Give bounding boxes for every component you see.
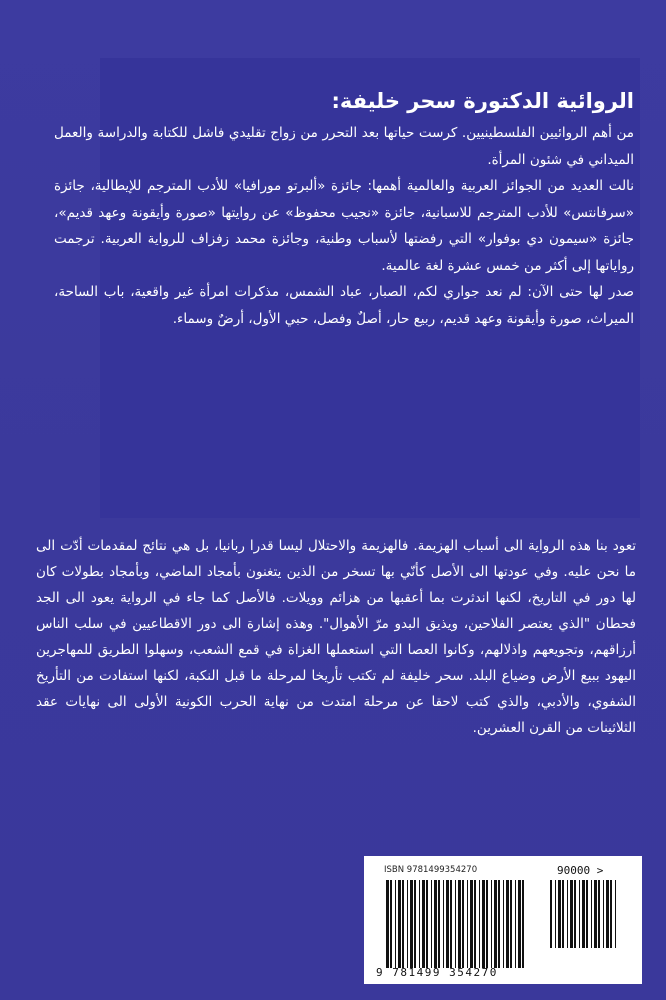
isbn-label: ISBN 9781499354270 xyxy=(384,865,478,875)
price-code: 90000 > xyxy=(557,864,604,877)
isbn-digits: 9 781499 354270 xyxy=(376,966,498,979)
price-barcode-icon xyxy=(550,880,616,948)
author-bio xyxy=(54,120,634,332)
barcode-panel xyxy=(364,856,642,984)
bio-paragraph: من أهم الروائيين الفلسطينيين. كرست حياتها بعد التحرر من زواج تقليدي فاشل للكتابة والدراسة والعمل الميداني في شئون المرأة. xyxy=(54,125,634,168)
bio-paragraph: نالت العديد من الجوائز العربية والعالمية أهمها: جائزة «ألبرتو مورافيا» للأدب المترجم للإيطالية، جائزة «سرفانتس» للأدب المترجم للاسبانية، جائزة «نجيب محفوظ» عن روايتها «صورة وأيقونة وعهد قديم»، جائزة «سيمون دي بوفوار» التي رفضتها لأسباب وطنية، وجائزة محمد زفزاف للرواية العربية. ترجمت رواياتها إلى أكثر من خمس عشرة لغة عالمية. xyxy=(54,178,634,274)
synopsis-paragraph: تعود بنا هذه الرواية الى أسباب الهزيمة. فالهزيمة والاحتلال ليسا قدرا ربانيا، بل هي نتائج لمقدمات أدّت الى ما نحن عليه. وفي عودتها الى الأصل كأنّي بها تسخر من الذين يتغنون بأمجاد الماضي، وبأمجاد بطولات كان لها دور في التاريخ، لكنها اندثرت بما أعقبها من هزائم وويلات. فالأصل كما جاء في الرواية يعود الى الجد فحطان "الذي يعتصر الفلاحين، ويذيق البدو مرّ الأهوال". وهذه إشارة الى دور الاقطاعيين في سلب الناس أرزاقهم، وتجويعهم واذلالهم، وكانوا العصا التي استعملها الغزاة في قمع الشعب، وسهلوا الطريق للمهاجرين اليهود ببيع الأرض وضياع البلد. سحر خليفة لم تكتب تأريخا لمرحلة ما قبل النكبة، لكنها استفادت من التأريخ الشفوي، والأدبي، والذي كتب لاحقا عن مرحلة امتدت من نهاية الحرب الكونية الأولى الى نهايات عقد الثلاثينات من القرن العشرين. xyxy=(36,538,636,736)
author-heading: الروائية الدكتورة سحر خليفة: xyxy=(331,89,634,113)
isbn-barcode-icon xyxy=(386,880,526,968)
book-synopsis xyxy=(36,533,636,741)
bio-paragraph: صدر لها حتى الآن: لم نعد جواري لكم، الصبار، عباد الشمس، مذكرات امرأة غير واقعية، باب الساحة، الميراث، صورة وأيقونة وعهد قديم، ربيع حار، أصلٌ وفصل، حبي الأول، أرضٌ وسماء. xyxy=(54,284,634,327)
